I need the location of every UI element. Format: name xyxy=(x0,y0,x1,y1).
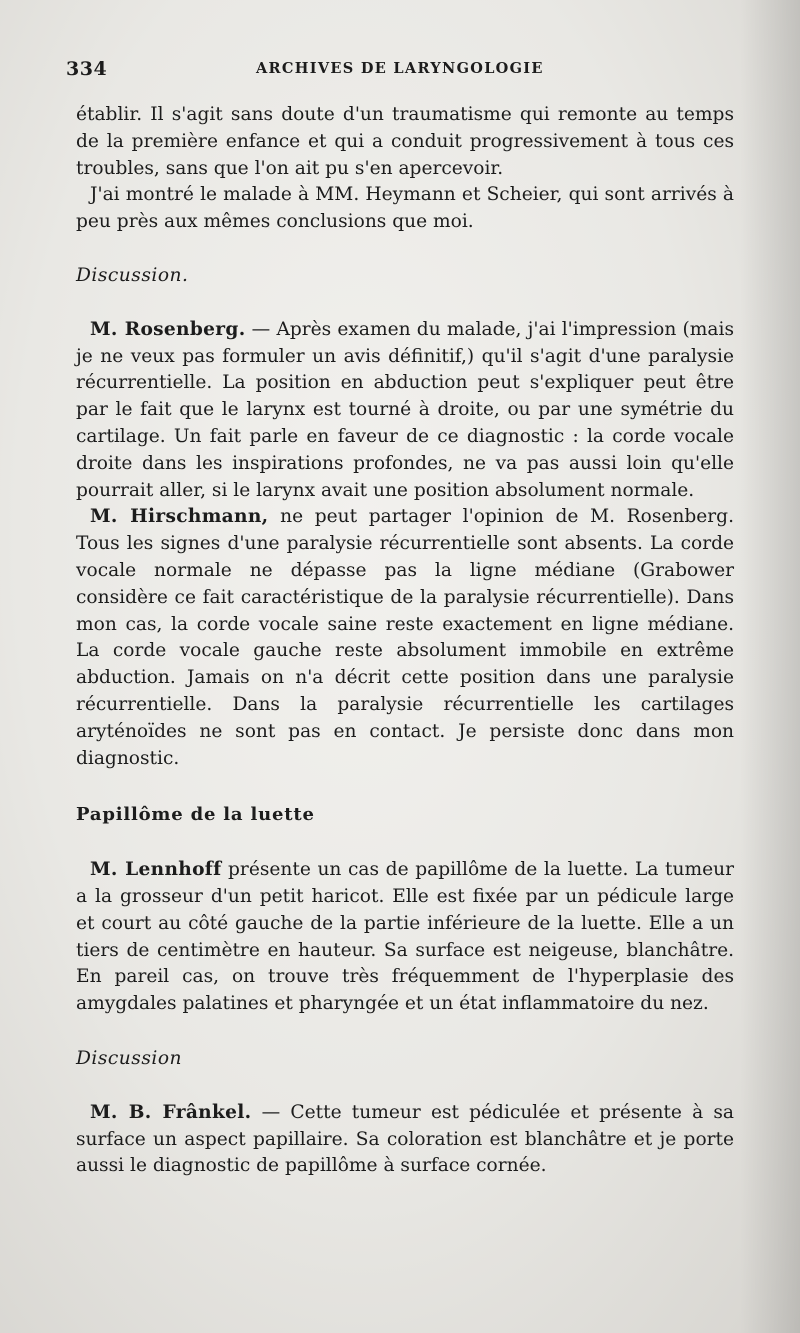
speaker-hirschmann: M. Hirschmann, xyxy=(90,506,269,528)
page-number: 334 xyxy=(66,58,108,80)
page-header xyxy=(66,58,730,88)
speaker-lennhoff: M. Lennhoff xyxy=(90,859,222,881)
speaker-rosenberg: M. Rosenberg. xyxy=(90,318,246,340)
discussion-heading: Discussion. xyxy=(76,264,189,286)
hirschmann-text: ne peut partager l'opinion de M. Rosenberg. Tous les signes d'une paralysie récurrentielle sont absents. La corde vocale normale ne dépasse pas la ligne médiane (Grabower considère ce fait caractéristique de la paralysie récurrentielle). Dans mon cas, la corde vocale saine reste exactement en ligne médiane. La corde vocale gauche reste absolument immobile en extrême abduction. Jamais on n'a décrit cette position dans une paralysie récurrentielle. Dans la paralysie récurrentielle les cartilages aryténoïdes ne sont pas en contact. Je persiste donc dans mon diagnostic. xyxy=(76,506,734,769)
section-title-papillome: Papillôme de la luette xyxy=(76,804,315,826)
paragraph-hirschmann xyxy=(76,504,734,772)
paragraph-rosenberg xyxy=(76,317,734,505)
lennhoff-text: présente un cas de papillôme de la luette. La tumeur a la grosseur d'un petit haricot. Elle est fixée par un pédicule large et court au côté gauche de la partie inférieure de la luette. Elle a un tiers de centimètre en hauteur. Sa surface est neigeuse, blanchâtre. En pareil cas, on trouve très fréquemment de l'hyperplasie des amygdales palatines et pharyngée et un état inflammatoire du nez. xyxy=(76,859,734,1015)
speaker-frankel: M. B. Frânkel. xyxy=(90,1101,252,1123)
paragraph-lennhoff xyxy=(76,857,734,1018)
frankel-text: — Cette tumeur est pédiculée et présente à sa surface un aspect papillaire. Sa coloration est blanchâtre et je porte aussi le diagnostic de papillôme à surface cornée. xyxy=(76,1101,734,1177)
running-title: ARCHIVES DE LARYNGOLOGIE xyxy=(256,60,544,77)
rosenberg-text: — Après examen du malade, j'ai l'impression (mais je ne veux pas formuler un avis définitif,) qu'il s'agit d'une paralysie récurrentielle. La position en abduction peut s'expliquer peut être par le fait que le larynx est tourné à droite, ou par une symétrie du cartilage. Un fait parle en faveur de ce diagnostic : la corde vocale droite dans les inspirations profondes, ne va pas aussi loin qu'elle pourrait aller, si le larynx avait une position absolument normale. xyxy=(76,318,734,501)
paragraph-continuation: établir. Il s'agit sans doute d'un traumatisme qui remonte au temps de la première enfance et qui a conduit progressivement à tous ces troubles, sans que l'on ait pu s'en apercevoir. xyxy=(76,104,734,179)
paragraph-frankel xyxy=(76,1100,734,1180)
page-body xyxy=(76,102,734,1180)
paragraph-heymann-scheier: J'ai montré le malade à MM. Heymann et Scheier, qui sont arrivés à peu près aux mêmes conclusions que moi. xyxy=(76,184,734,233)
discussion-heading-2: Discussion xyxy=(76,1047,182,1069)
